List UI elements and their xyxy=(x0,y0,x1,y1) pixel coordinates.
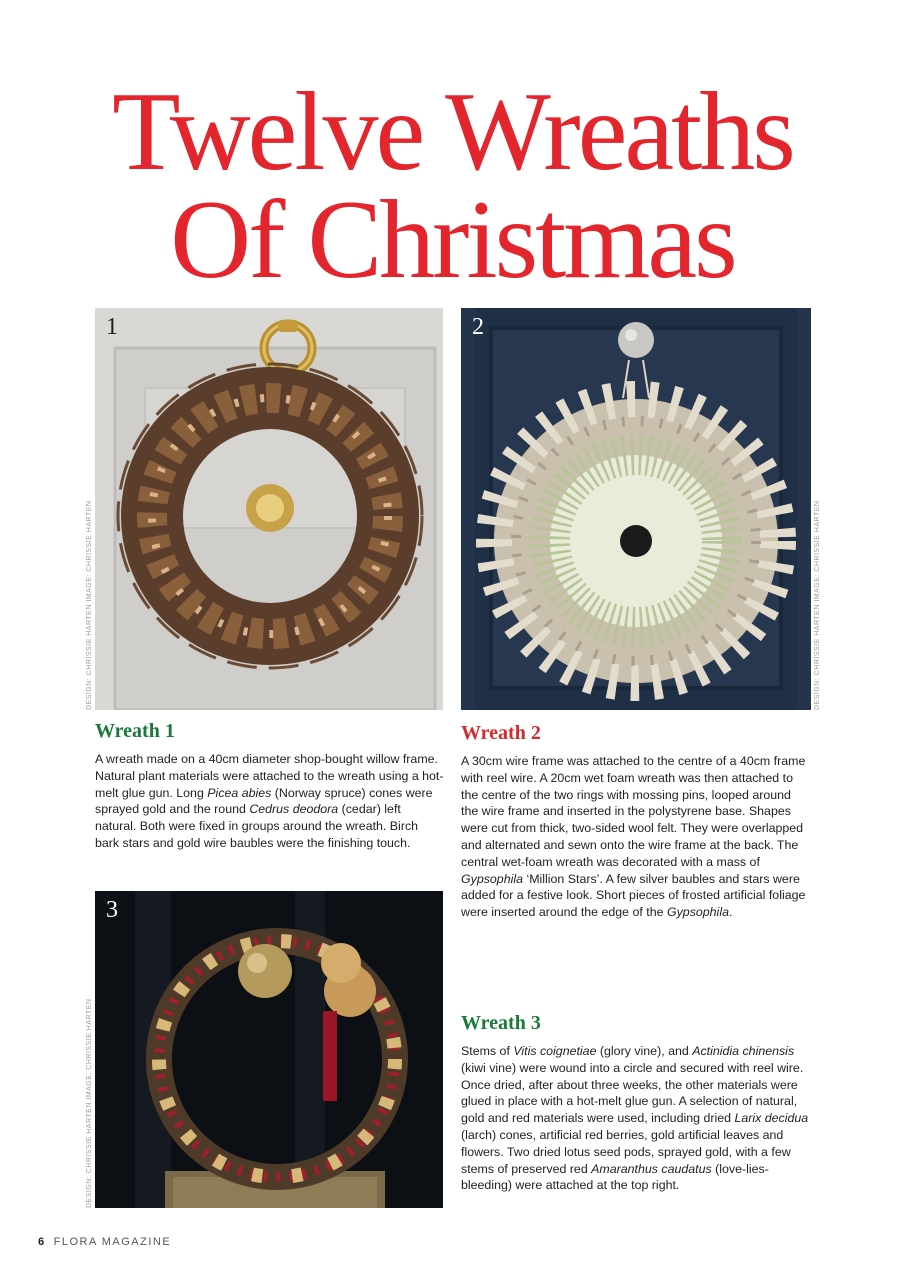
page-title-line-2: Of Christmas xyxy=(170,178,735,302)
wreath-3-body: Stems of Vitis coignetiae (glory vine), and Actinidia chinensis (kiwi vine) were wound into a circle and secured with reel wire. Once dried, after about three weeks, the other materials were glued in place with a hot-melt glue gun. A selection of natural, gold and red materials were used, including dried Larix decidua (larch) cones, artificial red berries, gold artificial leaves and flowers. Two dried lotus seed pods, sprayed gold, with a few stems of preserved red Amaranthus caudatus (love-lies-bleeding) were attached at the top right. xyxy=(461,1044,809,1193)
page-number: 6 xyxy=(38,1236,46,1248)
wreath-1-heading: Wreath 1 xyxy=(95,720,175,742)
wreath-1-body: A wreath made on a 40cm diameter shop-bought willow frame. Natural plant materials were attached to the wreath using a hot-melt glue gun. Long Picea abies (Norway spruce) cones were sprayed gold and the round Cedrus deodora (cedar) left natural. Both were fixed in groups around the wreath. Birch bark stars and gold wire baubles were the finishing touch. xyxy=(95,752,444,850)
page-title-line-1: Twelve Wreaths xyxy=(112,70,793,194)
wreath-1-credit: DESIGN: CHRISSIE HARTEN IMAGE: CHRISSIE HARTEN xyxy=(86,500,93,710)
page-footer xyxy=(38,1236,171,1248)
wreath-3-heading: Wreath 3 xyxy=(461,1012,541,1034)
wreath-3-credit: DESIGN: CHRISSIE HARTEN IMAGE: CHRISSIE HARTEN xyxy=(86,998,93,1208)
wreath-1-number: 1 xyxy=(106,314,118,340)
wreath-2-credit: DESIGN: CHRISSIE HARTEN IMAGE: CHRISSIE HARTEN xyxy=(814,500,821,710)
wreath-2-photo xyxy=(461,308,811,710)
magazine-name: FLORA MAGAZINE xyxy=(53,1236,172,1248)
wreath-1-photo xyxy=(95,308,443,710)
wreath-3-number: 3 xyxy=(106,897,118,923)
wreath-2-body: A 30cm wire frame was attached to the centre of a 40cm frame with reel wire. A 20cm wet foam wreath was then attached to the centre of the two rings with mossing pins, looped around the wire frame and inserted in the polystyrene base. Shapes were cut from thick, two-sided wool felt. They were overlapped and alternated and sewn onto the wire frame at the back. The central wet-foam wreath was decorated with a mass of Gypsophila ‘Million Stars’. A few silver baubles and stars were added for a festive look. Short pieces of frosted artificial foliage were inserted around the edge of the Gypsophila. xyxy=(461,754,806,920)
wreath-3-photo xyxy=(95,891,443,1208)
wreath-2-number: 2 xyxy=(472,314,484,340)
wreath-2-heading: Wreath 2 xyxy=(461,722,541,744)
